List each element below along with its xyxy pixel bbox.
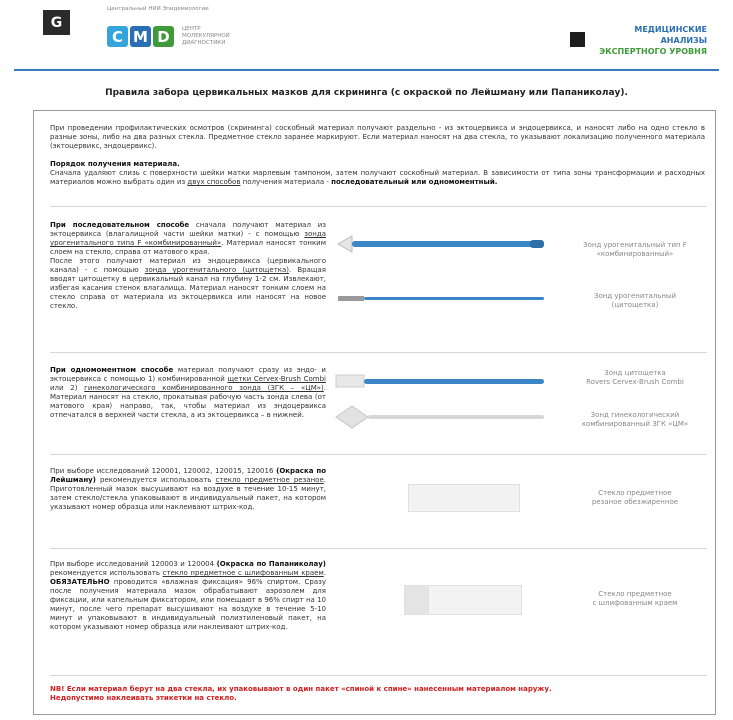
text-link: щетки Cervex-Brush Combi bbox=[227, 375, 326, 383]
frosted-edge bbox=[405, 586, 429, 614]
cervex-brush-caption bbox=[565, 369, 705, 387]
cmd-subtitle bbox=[182, 26, 230, 47]
text-link: стекло предметное резаное bbox=[215, 476, 324, 484]
section-divider bbox=[50, 352, 707, 353]
sequential-method-text bbox=[50, 221, 326, 311]
caption-line: Стекло предметное bbox=[598, 590, 672, 598]
text-span: рекомендуется использовать bbox=[95, 476, 216, 484]
papanicolaou-text bbox=[50, 560, 326, 632]
cmd-sub-line: МОЛЕКУЛЯРНОЙ bbox=[182, 33, 230, 39]
text-link: зонда урогенитального типа F «комбинированный» bbox=[50, 230, 326, 247]
page-header bbox=[0, 0, 733, 70]
cut-slide-caption bbox=[565, 489, 705, 507]
text-span: . Материал наносят тонким слоем на стекло, справа от матового края. bbox=[50, 239, 327, 256]
text-link: зонда урогенитального (цитощетка) bbox=[144, 266, 290, 274]
header-divider bbox=[14, 69, 719, 71]
frosted-slide-caption bbox=[565, 590, 705, 608]
black-square-logo bbox=[570, 32, 585, 47]
text-span: . Материал наносят на стекло, прокатывая рабочую часть зонда слева (от матового края) направо, так, чтобы материал из эндоцервикса отпечатался в верхней части стекла, а из эктоцервикса – в нижней. bbox=[50, 384, 326, 419]
text-span: При выборе исследований 120001, 120002, 120015, 120016 bbox=[50, 467, 277, 475]
text-span: При выборе исследований 120003 и 120004 bbox=[50, 560, 217, 568]
section-divider bbox=[50, 675, 707, 676]
text-span: материал получают сразу из эндо- и эктоцервикса с помощью 1) комбинированной bbox=[50, 366, 326, 383]
text-bold: При последовательном способе bbox=[50, 221, 190, 229]
caption-line: Зонд гинекологический bbox=[590, 411, 680, 419]
tagline-line: ЭКСПЕРТНОГО УРОВНЯ bbox=[599, 47, 707, 56]
cytobrush-image bbox=[330, 291, 560, 305]
text-span: После этого получают материал из эндоцервикса (цервикального канала) - с помощью bbox=[50, 257, 326, 274]
text-link: стекло предметное с шлифованным краем bbox=[162, 569, 324, 577]
text-span: . Приготовленный мазок высушивают на воздухе в течение 10-15 минут, затем стекло/стекла упаковывают в индивидуальный пакет, на котором указывают номер образца или наклеивают штрих-код. bbox=[50, 476, 326, 511]
section-divider bbox=[50, 454, 707, 455]
caption-line: Зонд урогенитальный bbox=[593, 292, 676, 300]
caption-line: Зонд урогенитальный тип F bbox=[583, 241, 687, 249]
cmd-logo bbox=[107, 26, 174, 47]
text-span: получения материала - bbox=[240, 178, 332, 186]
text-span: . Вращая вводят цитощетку в цервикальный канал на глубину 1-2 см. Извлекают, избегая касания стенок влагалища. Материал наносят тонким слоем на стекло справа от материала из эктоцервикса или наносят на новое стекло. bbox=[50, 266, 327, 310]
order-paragraph bbox=[50, 169, 705, 187]
caption-line: Rovers Cervex-Brush Combi bbox=[586, 378, 684, 386]
institute-name: Центральный НИИ Эпидемиологии bbox=[107, 6, 209, 12]
simultaneous-method-text bbox=[50, 366, 326, 420]
text-bold: ОБЯЗАТЕЛЬНО bbox=[50, 578, 110, 586]
intro-paragraph: При проведении профилактических осмотров (скрининга) соскобный материал получают раздельно - из эктоцервикса и эндоцервикса, и наносят либо на одно стекло в разные зоны, либо на два разных стекла. Предметное стекло заранее маркируют. Если материал наносят на два стекла, то указывают локализацию полученного материала (эктоцервикс, эндоцервикс). bbox=[50, 124, 705, 150]
caption-line: «комбинированный» bbox=[596, 250, 674, 258]
tagline-line: МЕДИЦИНСКИЕ bbox=[634, 25, 707, 34]
page-title: Правила забора цервикальных мазков для скрининга (с окраской по Лейшману или Папаниколау). bbox=[105, 88, 628, 98]
tagline-line: АНАЛИЗЫ bbox=[660, 36, 707, 45]
caption-line: резаное обезжиренное bbox=[591, 498, 679, 506]
order-heading: Порядок получения материала. bbox=[50, 160, 180, 168]
frosted-slide-image bbox=[404, 585, 522, 615]
text-span: или 2) bbox=[50, 384, 85, 392]
text-span: Сначала удаляют слизь с поверхности шейки матки марлевым тампоном, затем получают соскобный материал. В зависимости от типа зоны трансформации и расходных материалов можно выбрать один из bbox=[50, 169, 705, 186]
caption-line: с шлифованным краем bbox=[592, 599, 678, 607]
section-divider bbox=[50, 206, 707, 207]
text-span: сначала получают материал из эктоцервикса (влагалищной части шейки матки) - с помощью bbox=[50, 221, 326, 238]
text-link: гинекологического комбинированного зонда (ЗГК – «ЦМ») bbox=[84, 384, 324, 392]
text-span: . bbox=[323, 569, 326, 577]
leishman-text bbox=[50, 467, 326, 512]
warning-line: NB! Если материал берут на два стекла, их упаковывают в один пакет «спиной к спине» нанесенным материалом наружу. bbox=[50, 685, 552, 693]
caption-line: Зонд цитощетка bbox=[604, 369, 666, 377]
cmd-letter-d: D bbox=[153, 26, 174, 47]
text-bold: (Окраска по Папаниколау) bbox=[216, 560, 326, 568]
zgk-probe-image bbox=[330, 404, 560, 430]
header-tagline bbox=[599, 24, 707, 57]
text-bold: последовательный или одномоментный. bbox=[331, 178, 498, 186]
text-span: проводится «влажная фиксация» 96% спиртом. Сразу после получения материала мазок обрабатывают аэрозолем для фиксации, или капельным фиксатором, или помещают в 96% спирт на 10 минут, после чего препарат высушивают на воздухе в течение 5-10 минут и упаковывают в индивидуальный полиэтиленовый пакет, на котором указывают номер образца или наклеивают штрих-код. bbox=[50, 578, 326, 631]
text-bold: При одномоментном способе bbox=[50, 366, 174, 374]
cmd-letter-c: C bbox=[107, 26, 128, 47]
text-bold: (Окраска по Лейшману) bbox=[50, 467, 326, 484]
g-logo: G bbox=[43, 10, 70, 35]
cytobrush-caption bbox=[565, 292, 705, 310]
caption-line: (цитощетка) bbox=[611, 301, 659, 309]
cut-glass-slide-image bbox=[408, 484, 520, 512]
probe-type-f-image bbox=[330, 232, 560, 256]
cmd-letter-m: M bbox=[130, 26, 151, 47]
warning-line: Недопустимо наклеивать этикетки на стекло. bbox=[50, 694, 237, 702]
caption-line: комбинированный ЗГК «ЦМ» bbox=[581, 420, 689, 428]
cervex-brush-image bbox=[330, 370, 560, 392]
caption-line: Стекло предметное bbox=[598, 489, 672, 497]
probe-type-f-caption bbox=[565, 241, 705, 259]
section-divider bbox=[50, 548, 707, 549]
warning-note bbox=[50, 685, 690, 703]
cmd-sub-line: ЦЕНТР bbox=[182, 26, 201, 32]
text-span: рекомендуется использовать bbox=[50, 569, 163, 577]
zgk-probe-caption bbox=[565, 411, 705, 429]
text-link: двух способов bbox=[187, 178, 241, 186]
cmd-sub-line: ДИАГНОСТИКИ bbox=[182, 40, 226, 46]
